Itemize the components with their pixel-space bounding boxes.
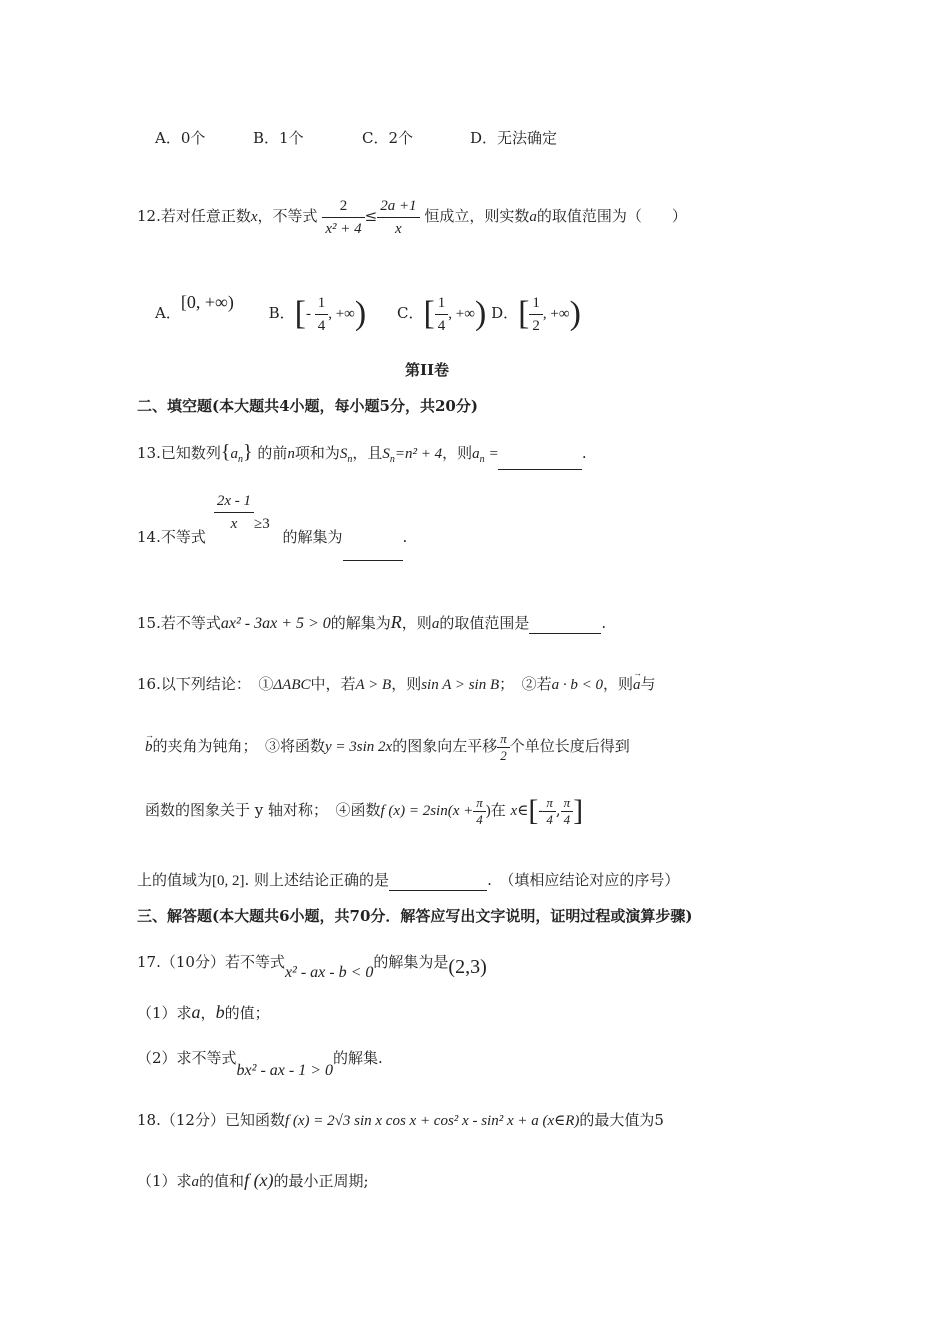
- q14-question: 14.不等式 $\frac{2x - 1}{x}$ ≥3 的解集为 .: [137, 490, 407, 561]
- q14-fraction: $\frac{2x - 1}{x}$: [214, 490, 254, 535]
- q13-question: 13.已知数列$\{a_n\}$ 的前n项和为$S_n$，且$S_n=n^2 + 4$，则$a_n$ = .: [137, 442, 587, 470]
- q13-answer-blank: [498, 453, 582, 470]
- q16-line4: 上的值域为[0, 2]. 则上述结论正确的是 . （填相应结论对应的序号）: [137, 871, 680, 889]
- q11-option-b: B．1个: [253, 129, 304, 147]
- q16-line2: → b的夹角为钝角； ③将函数y = 3sin 2x的图象向左平移 $\frac{\pi}{2}$ 个单位长度后得到: [145, 724, 630, 769]
- q14-answer-blank: [343, 544, 403, 561]
- q12-question: 12.若对任意正数x，不等式 $\frac{2}{\text{x² + 4}}$ ≤ $\frac{2a +1}{x}$ 恒成立，则实数a的取值范围为（ ）: [137, 192, 687, 241]
- section3-heading: 三、解答题(本大题共6小题，共70分．解答应写出文字说明，证明过程或演算步骤): [137, 907, 693, 925]
- q12-option-b: $\frac{1}{4}$: [315, 292, 329, 337]
- q16-line3: 函数的图象关于 y 轴对称； ④函数f (x) = 2sin(x + $\frac{\pi}{4}$ )在 x∈[- $\frac{\pi}{4}$ , $\frac{\pi}{4}$ ]: [145, 794, 584, 827]
- q12-option-c: $\frac{1}{4}$: [435, 292, 449, 337]
- part2-title: 第II卷: [405, 361, 450, 379]
- q18-question: 18.（12分）已知函数f (x) = 2√3 sin x cos x + cos² x - sin² x + a (x∈R)的最大值为5: [137, 1111, 664, 1129]
- section2-heading: 二、填空题(本大题共4小题，每小题5分，共20分): [137, 397, 478, 415]
- q16-answer-blank: [389, 874, 487, 891]
- q11-option-a: A．0个: [155, 129, 206, 147]
- q18-part1: （1）求a的值和f (x)的最小正周期;: [137, 1170, 369, 1190]
- q15-question: 15.若不等式ax² - 3ax + 5 > 0的解集为R，则a的取值范围是 .: [137, 612, 607, 632]
- q12-option-d: $\frac{1}{2}$: [529, 292, 543, 337]
- q11-option-d: D．无法确定: [470, 129, 558, 147]
- q12-lhs-fraction: $\frac{2}{\text{x² + 4}}$: [322, 195, 364, 240]
- q16-line1: 16.以下列结论： ①ΔABC中，若A > B，则sin A > sin B； ②若a · b < 0，则→ a与: [137, 674, 656, 695]
- q16-shift-fraction: $\frac{\pi}{2}$: [497, 731, 510, 764]
- q15-answer-blank: [529, 617, 601, 634]
- q12-option-a: [0, +∞): [180, 292, 234, 312]
- q12-options: A．[0, +∞) B．[- $\frac{1}{4}$ , +∞) C．[ $\frac{1}{4}$ , +∞) D．[ $\frac{1}{2}$ , +∞): [155, 278, 581, 338]
- q12-rhs-fraction: $\frac{2a +1}{x}$: [377, 195, 419, 240]
- q17-part2: （2）求不等式bx² - ax - 1 > 0的解集.: [137, 1049, 383, 1079]
- q17-question: 17.（10分）若不等式x² - ax - b < 0的解集为是(2,3): [137, 953, 487, 981]
- q16-phase-fraction: $\frac{\pi}{4}$: [473, 795, 486, 828]
- q17-part1: （1）求a，b的值；: [137, 1002, 270, 1022]
- q11-option-c: C．2个: [362, 129, 414, 147]
